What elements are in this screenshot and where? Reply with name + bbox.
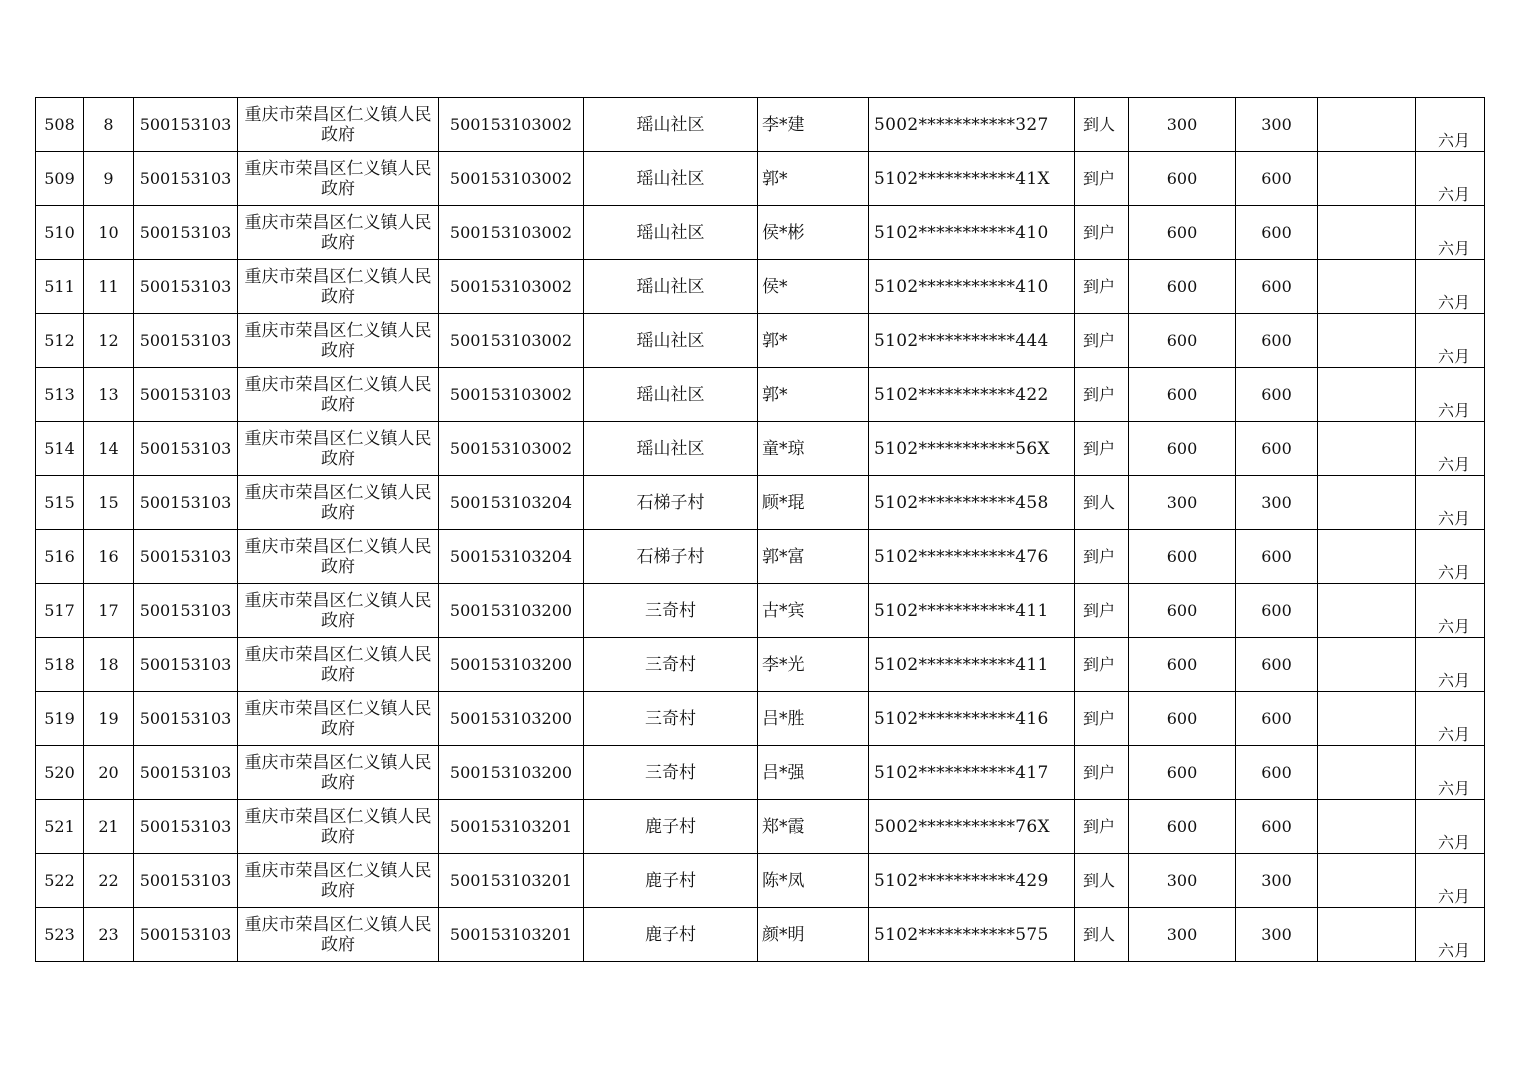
amount-cell: 300 <box>1129 98 1236 152</box>
row-number-cell: 513 <box>36 368 84 422</box>
row-number-cell: 519 <box>36 692 84 746</box>
sequence-cell: 9 <box>84 152 134 206</box>
note-cell <box>1318 422 1416 476</box>
region-code-cell: 500153103 <box>134 908 238 962</box>
note-cell <box>1318 476 1416 530</box>
note-cell <box>1318 584 1416 638</box>
paid-amount-cell: 300 <box>1236 98 1318 152</box>
amount-cell: 600 <box>1129 530 1236 584</box>
region-code-cell: 500153103 <box>134 746 238 800</box>
village-code-cell: 500153103201 <box>439 854 584 908</box>
row-number-cell: 522 <box>36 854 84 908</box>
paid-amount-cell: 600 <box>1236 692 1318 746</box>
amount-cell: 600 <box>1129 584 1236 638</box>
month-cell: 六月 <box>1416 152 1485 206</box>
village-cell: 瑶山社区 <box>584 368 758 422</box>
region-code-cell: 500153103 <box>134 368 238 422</box>
month-cell: 六月 <box>1416 260 1485 314</box>
village-cell: 鹿子村 <box>584 908 758 962</box>
table-row <box>36 314 1485 368</box>
month-cell: 六月 <box>1416 98 1485 152</box>
sequence-cell: 20 <box>84 746 134 800</box>
village-code-cell: 500153103201 <box>439 800 584 854</box>
table-row <box>36 98 1485 152</box>
row-number-cell: 517 <box>36 584 84 638</box>
grant-type-cell: 到户 <box>1075 206 1129 260</box>
organization-cell: 重庆市荣昌区仁义镇人民政府 <box>238 152 439 206</box>
person-name-cell: 郭* <box>758 368 869 422</box>
village-cell: 瑶山社区 <box>584 152 758 206</box>
id-number-cell: 5102***********41X <box>869 152 1075 206</box>
id-number-cell: 5102***********444 <box>869 314 1075 368</box>
id-number-cell: 5102***********411 <box>869 584 1075 638</box>
grant-type-cell: 到户 <box>1075 368 1129 422</box>
grant-type-cell: 到户 <box>1075 638 1129 692</box>
id-number-cell: 5102***********575 <box>869 908 1075 962</box>
note-cell <box>1318 152 1416 206</box>
row-number-cell: 520 <box>36 746 84 800</box>
table-row <box>36 476 1485 530</box>
region-code-cell: 500153103 <box>134 854 238 908</box>
month-cell: 六月 <box>1416 206 1485 260</box>
village-code-cell: 500153103200 <box>439 692 584 746</box>
organization-cell: 重庆市荣昌区仁义镇人民政府 <box>238 422 439 476</box>
organization-cell: 重庆市荣昌区仁义镇人民政府 <box>238 206 439 260</box>
note-cell <box>1318 692 1416 746</box>
subsidy-roster-table <box>35 97 1485 962</box>
organization-cell: 重庆市荣昌区仁义镇人民政府 <box>238 368 439 422</box>
person-name-cell: 侯* <box>758 260 869 314</box>
sequence-cell: 12 <box>84 314 134 368</box>
village-cell: 瑶山社区 <box>584 422 758 476</box>
amount-cell: 600 <box>1129 260 1236 314</box>
village-code-cell: 500153103200 <box>439 584 584 638</box>
table-row <box>36 206 1485 260</box>
organization-cell: 重庆市荣昌区仁义镇人民政府 <box>238 530 439 584</box>
sequence-cell: 17 <box>84 584 134 638</box>
village-code-cell: 500153103002 <box>439 314 584 368</box>
id-number-cell: 5102***********410 <box>869 206 1075 260</box>
sequence-cell: 8 <box>84 98 134 152</box>
village-code-cell: 500153103002 <box>439 206 584 260</box>
region-code-cell: 500153103 <box>134 314 238 368</box>
id-number-cell: 5102***********417 <box>869 746 1075 800</box>
amount-cell: 600 <box>1129 692 1236 746</box>
id-number-cell: 5102***********458 <box>869 476 1075 530</box>
person-name-cell: 李*光 <box>758 638 869 692</box>
paid-amount-cell: 600 <box>1236 530 1318 584</box>
village-code-cell: 500153103200 <box>439 638 584 692</box>
note-cell <box>1318 98 1416 152</box>
table-body <box>36 98 1485 962</box>
id-number-cell: 5002***********76X <box>869 800 1075 854</box>
table-row <box>36 368 1485 422</box>
person-name-cell: 吕*胜 <box>758 692 869 746</box>
paid-amount-cell: 600 <box>1236 260 1318 314</box>
table-row <box>36 746 1485 800</box>
grant-type-cell: 到户 <box>1075 314 1129 368</box>
village-cell: 鹿子村 <box>584 854 758 908</box>
region-code-cell: 500153103 <box>134 800 238 854</box>
paid-amount-cell: 300 <box>1236 854 1318 908</box>
table-row <box>36 530 1485 584</box>
table-row <box>36 908 1485 962</box>
month-cell: 六月 <box>1416 692 1485 746</box>
month-cell: 六月 <box>1416 638 1485 692</box>
village-code-cell: 500153103204 <box>439 476 584 530</box>
amount-cell: 600 <box>1129 368 1236 422</box>
sequence-cell: 22 <box>84 854 134 908</box>
paid-amount-cell: 600 <box>1236 152 1318 206</box>
village-cell: 三奇村 <box>584 692 758 746</box>
row-number-cell: 516 <box>36 530 84 584</box>
id-number-cell: 5102***********56X <box>869 422 1075 476</box>
paid-amount-cell: 600 <box>1236 422 1318 476</box>
person-name-cell: 颜*明 <box>758 908 869 962</box>
village-code-cell: 500153103002 <box>439 422 584 476</box>
organization-cell: 重庆市荣昌区仁义镇人民政府 <box>238 98 439 152</box>
amount-cell: 300 <box>1129 854 1236 908</box>
grant-type-cell: 到人 <box>1075 98 1129 152</box>
person-name-cell: 古*宾 <box>758 584 869 638</box>
region-code-cell: 500153103 <box>134 422 238 476</box>
village-cell: 石梯子村 <box>584 530 758 584</box>
table-row <box>36 584 1485 638</box>
month-cell: 六月 <box>1416 368 1485 422</box>
amount-cell: 600 <box>1129 422 1236 476</box>
month-cell: 六月 <box>1416 530 1485 584</box>
village-cell: 瑶山社区 <box>584 314 758 368</box>
note-cell <box>1318 908 1416 962</box>
paid-amount-cell: 600 <box>1236 800 1318 854</box>
note-cell <box>1318 260 1416 314</box>
id-number-cell: 5102***********429 <box>869 854 1075 908</box>
person-name-cell: 李*建 <box>758 98 869 152</box>
sequence-cell: 11 <box>84 260 134 314</box>
village-cell: 瑶山社区 <box>584 260 758 314</box>
row-number-cell: 510 <box>36 206 84 260</box>
month-cell: 六月 <box>1416 422 1485 476</box>
organization-cell: 重庆市荣昌区仁义镇人民政府 <box>238 908 439 962</box>
grant-type-cell: 到人 <box>1075 854 1129 908</box>
village-code-cell: 500153103002 <box>439 98 584 152</box>
grant-type-cell: 到户 <box>1075 422 1129 476</box>
grant-type-cell: 到人 <box>1075 908 1129 962</box>
village-cell: 三奇村 <box>584 746 758 800</box>
person-name-cell: 吕*强 <box>758 746 869 800</box>
person-name-cell: 郑*霞 <box>758 800 869 854</box>
village-cell: 三奇村 <box>584 584 758 638</box>
amount-cell: 600 <box>1129 206 1236 260</box>
note-cell <box>1318 206 1416 260</box>
note-cell <box>1318 854 1416 908</box>
row-number-cell: 523 <box>36 908 84 962</box>
note-cell <box>1318 800 1416 854</box>
month-cell: 六月 <box>1416 746 1485 800</box>
person-name-cell: 陈*凤 <box>758 854 869 908</box>
paid-amount-cell: 600 <box>1236 314 1318 368</box>
sequence-cell: 19 <box>84 692 134 746</box>
table-row <box>36 638 1485 692</box>
village-code-cell: 500153103204 <box>439 530 584 584</box>
id-number-cell: 5102***********416 <box>869 692 1075 746</box>
village-cell: 石梯子村 <box>584 476 758 530</box>
id-number-cell: 5102***********476 <box>869 530 1075 584</box>
month-cell: 六月 <box>1416 314 1485 368</box>
sequence-cell: 10 <box>84 206 134 260</box>
table-row <box>36 692 1485 746</box>
person-name-cell: 郭* <box>758 314 869 368</box>
grant-type-cell: 到户 <box>1075 260 1129 314</box>
sequence-cell: 15 <box>84 476 134 530</box>
organization-cell: 重庆市荣昌区仁义镇人民政府 <box>238 638 439 692</box>
paid-amount-cell: 600 <box>1236 206 1318 260</box>
grant-type-cell: 到户 <box>1075 692 1129 746</box>
month-cell: 六月 <box>1416 800 1485 854</box>
grant-type-cell: 到户 <box>1075 584 1129 638</box>
region-code-cell: 500153103 <box>134 260 238 314</box>
month-cell: 六月 <box>1416 476 1485 530</box>
region-code-cell: 500153103 <box>134 584 238 638</box>
paid-amount-cell: 300 <box>1236 908 1318 962</box>
amount-cell: 600 <box>1129 746 1236 800</box>
paid-amount-cell: 600 <box>1236 584 1318 638</box>
grant-type-cell: 到人 <box>1075 476 1129 530</box>
paid-amount-cell: 600 <box>1236 638 1318 692</box>
region-code-cell: 500153103 <box>134 638 238 692</box>
organization-cell: 重庆市荣昌区仁义镇人民政府 <box>238 584 439 638</box>
amount-cell: 600 <box>1129 152 1236 206</box>
organization-cell: 重庆市荣昌区仁义镇人民政府 <box>238 692 439 746</box>
table-row <box>36 422 1485 476</box>
grant-type-cell: 到户 <box>1075 530 1129 584</box>
grant-type-cell: 到户 <box>1075 152 1129 206</box>
village-code-cell: 500153103200 <box>439 746 584 800</box>
village-code-cell: 500153103002 <box>439 260 584 314</box>
grant-type-cell: 到户 <box>1075 800 1129 854</box>
sequence-cell: 21 <box>84 800 134 854</box>
sequence-cell: 18 <box>84 638 134 692</box>
region-code-cell: 500153103 <box>134 206 238 260</box>
id-number-cell: 5102***********422 <box>869 368 1075 422</box>
id-number-cell: 5002***********327 <box>869 98 1075 152</box>
row-number-cell: 514 <box>36 422 84 476</box>
person-name-cell: 郭* <box>758 152 869 206</box>
note-cell <box>1318 530 1416 584</box>
region-code-cell: 500153103 <box>134 530 238 584</box>
sequence-cell: 23 <box>84 908 134 962</box>
village-cell: 三奇村 <box>584 638 758 692</box>
month-cell: 六月 <box>1416 854 1485 908</box>
id-number-cell: 5102***********410 <box>869 260 1075 314</box>
note-cell <box>1318 746 1416 800</box>
grant-type-cell: 到户 <box>1075 746 1129 800</box>
table-row <box>36 854 1485 908</box>
paid-amount-cell: 600 <box>1236 746 1318 800</box>
person-name-cell: 童*琼 <box>758 422 869 476</box>
month-cell: 六月 <box>1416 584 1485 638</box>
sequence-cell: 16 <box>84 530 134 584</box>
organization-cell: 重庆市荣昌区仁义镇人民政府 <box>238 314 439 368</box>
organization-cell: 重庆市荣昌区仁义镇人民政府 <box>238 476 439 530</box>
village-cell: 瑶山社区 <box>584 98 758 152</box>
month-cell: 六月 <box>1416 908 1485 962</box>
region-code-cell: 500153103 <box>134 692 238 746</box>
organization-cell: 重庆市荣昌区仁义镇人民政府 <box>238 746 439 800</box>
row-number-cell: 515 <box>36 476 84 530</box>
paid-amount-cell: 600 <box>1236 368 1318 422</box>
organization-cell: 重庆市荣昌区仁义镇人民政府 <box>238 800 439 854</box>
village-code-cell: 500153103002 <box>439 152 584 206</box>
row-number-cell: 521 <box>36 800 84 854</box>
region-code-cell: 500153103 <box>134 152 238 206</box>
sequence-cell: 14 <box>84 422 134 476</box>
person-name-cell: 顾*琨 <box>758 476 869 530</box>
note-cell <box>1318 368 1416 422</box>
village-code-cell: 500153103201 <box>439 908 584 962</box>
region-code-cell: 500153103 <box>134 98 238 152</box>
note-cell <box>1318 638 1416 692</box>
row-number-cell: 511 <box>36 260 84 314</box>
village-cell: 瑶山社区 <box>584 206 758 260</box>
table-row <box>36 260 1485 314</box>
amount-cell: 600 <box>1129 800 1236 854</box>
region-code-cell: 500153103 <box>134 476 238 530</box>
note-cell <box>1318 314 1416 368</box>
id-number-cell: 5102***********411 <box>869 638 1075 692</box>
organization-cell: 重庆市荣昌区仁义镇人民政府 <box>238 260 439 314</box>
row-number-cell: 509 <box>36 152 84 206</box>
amount-cell: 600 <box>1129 314 1236 368</box>
person-name-cell: 郭*富 <box>758 530 869 584</box>
row-number-cell: 508 <box>36 98 84 152</box>
row-number-cell: 512 <box>36 314 84 368</box>
organization-cell: 重庆市荣昌区仁义镇人民政府 <box>238 854 439 908</box>
row-number-cell: 518 <box>36 638 84 692</box>
amount-cell: 300 <box>1129 476 1236 530</box>
village-code-cell: 500153103002 <box>439 368 584 422</box>
sequence-cell: 13 <box>84 368 134 422</box>
table-row <box>36 800 1485 854</box>
amount-cell: 300 <box>1129 908 1236 962</box>
village-cell: 鹿子村 <box>584 800 758 854</box>
person-name-cell: 侯*彬 <box>758 206 869 260</box>
amount-cell: 600 <box>1129 638 1236 692</box>
table-row <box>36 152 1485 206</box>
paid-amount-cell: 300 <box>1236 476 1318 530</box>
